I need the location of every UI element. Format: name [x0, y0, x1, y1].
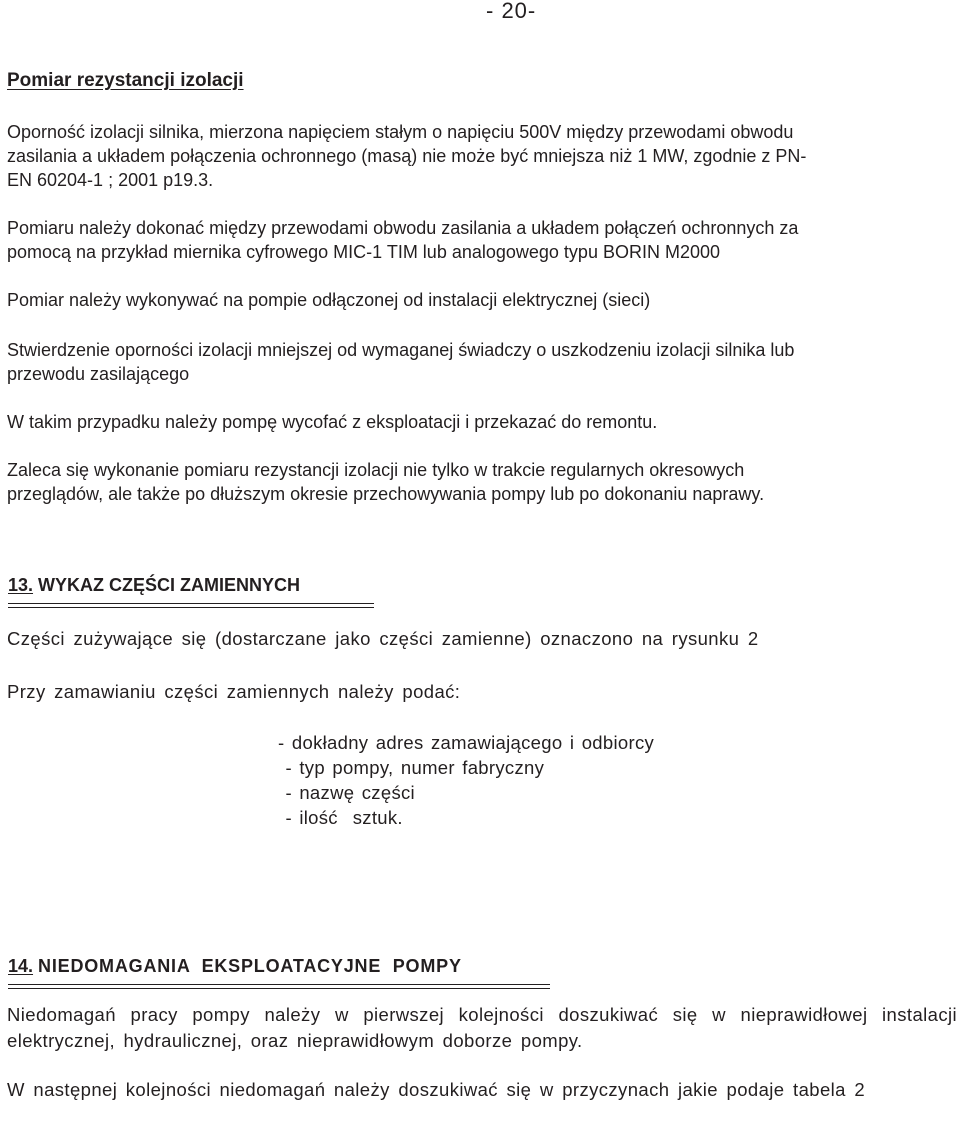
text-line: pomocą na przykład miernika cyfrowego MIC-1 TIM lub analogowego typu BORIN M2000 [7, 242, 720, 262]
text-line: Pomiaru należy dokonać między przewodami obwodu zasilania a układem połączeń ochronnych za [7, 218, 799, 238]
section-13-paragraph-1: Części zużywające się (dostarczane jako części zamienne) oznaczono na rysunku 2 [7, 628, 759, 649]
section-14-paragraph-2: W następnej kolejności niedomagań należy doszukiwać się w przyczynach jakie podaje tabela 2 [7, 1079, 866, 1100]
text-line: przeglądów, ale także po dłuższym okresie przechowywania pompy lub po dokonaniu naprawy. [7, 484, 765, 504]
section-title: NIEDOMAGANIA EKSPLOATACYJNE POMPY [38, 956, 462, 976]
section-13-underline [8, 603, 374, 608]
section-13-heading [8, 575, 300, 596]
section-14-underline [8, 984, 550, 989]
text-line: zasilania a układem połączenia ochronnego (masą) nie może być mniejsza niż 1 MW, zgodnie z PN- [7, 146, 807, 166]
text-line: Oporność izolacji silnika, mierzona napięciem stałym o napięciu 500V między przewodami obwodu [7, 122, 794, 142]
spare-parts-order-list [278, 730, 654, 830]
insulation-paragraph-5: W takim przypadku należy pompę wycofać z eksploatacji i przekazać do remontu. [7, 412, 658, 432]
text-line: przewodu zasilającego [7, 364, 190, 384]
text-line: EN 60204-1 ; 2001 p19.3. [7, 170, 214, 190]
section-13-paragraph-2: Przy zamawianiu części zamiennych należy podać: [7, 681, 461, 702]
list-item: - dokładny adres zamawiającego i odbiorcy [278, 732, 655, 753]
insulation-paragraph-6 [7, 458, 764, 506]
section-title: WYKAZ CZĘŚCI ZAMIENNYCH [38, 575, 301, 595]
text-line: Stwierdzenie oporności izolacji mniejszej od wymaganej świadczy o uszkodzeniu izolacji silnika lub [7, 340, 795, 360]
section-14-paragraph-1: Niedomagań pracy pompy należy w pierwszej kolejności doszukiwać się w nieprawidłowej instalacji elektrycznej, hydraulicznej, oraz nieprawidłowym doborze pompy. [7, 1004, 957, 1051]
section-number: 13. [8, 575, 34, 595]
insulation-paragraph-1 [7, 120, 806, 192]
insulation-heading: Pomiar rezystancji izolacji [7, 70, 244, 91]
list-item: - ilość sztuk. [278, 807, 403, 828]
text-line: Zaleca się wykonanie pomiaru rezystancji izolacji nie tylko w trakcie regularnych okresowych [7, 460, 745, 480]
insulation-paragraph-2 [7, 216, 798, 264]
list-item: - typ pompy, numer fabryczny [278, 757, 545, 778]
insulation-paragraph-4 [7, 338, 794, 386]
page-number: - 20- [486, 0, 537, 23]
section-number: 14. [8, 956, 34, 976]
section-14-heading [8, 956, 462, 977]
insulation-paragraph-3: Pomiar należy wykonywać na pompie odłączonej od instalacji elektrycznej (sieci) [7, 290, 651, 310]
list-item: - nazwę części [278, 782, 415, 803]
